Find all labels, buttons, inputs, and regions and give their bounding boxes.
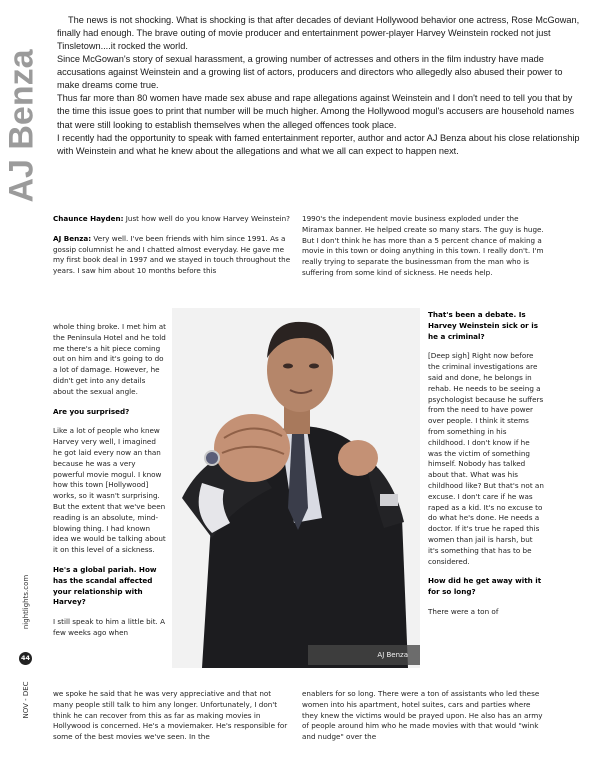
portrait-illustration	[172, 308, 420, 668]
side-title	[2, 18, 42, 233]
question-4: That's been a debate. Is Harvey Weinstein sick or is he a criminal?	[428, 310, 538, 341]
question-3: He's a global pariah. How has the scandal affected your relationship with Harvey?	[53, 564, 157, 607]
column-2-narrow	[428, 310, 545, 618]
column-2-bottom	[302, 689, 545, 743]
question-2: Are you surprised?	[53, 406, 130, 416]
question-5: How did he get away with it for so long?	[428, 576, 542, 597]
question-1	[53, 214, 293, 225]
page-number: 44	[19, 652, 32, 665]
interviewee-name: AJ Benza:	[53, 233, 92, 243]
interviewer-name: Chaunce Hayden:	[53, 214, 124, 223]
page-folio	[18, 560, 34, 760]
answer-1-cont: whole thing broke. I met him at the Peninsula Hotel and he told me there's a hit piece coming out on him and it's going to do a lot of damage. However, he didn't get into any details about the sexual angle.	[53, 322, 166, 396]
answer-4: [Deep sigh] Right now before the criminal investigations are said and done, he belongs in rehab. He needs to be seeing a psychologist because he suffers from the need to have power over people. I think it stems from something in his childhood. I don't know if he was the victim of something himself. Nobody has talked about that. What was his childhood like? But that's not an excuse. I don't care if he was raped as a kid. It's no excuse to do what he's done. He needs a doctor. If it's true he raped this women than jail is harsh, but it's something that has to be considered.	[428, 351, 544, 566]
question-text: Just how well do you know Harvey Weinstein?	[125, 214, 290, 223]
photo-caption: AJ Benza	[308, 645, 420, 665]
answer-text: Very well. I've been friends with him since 1991. As a gossip columnist he and I chatted almost everyday. He gave me my first book deal in 1997 and we stayed in touch throughout the years. I saw him about 10 months before this	[53, 233, 291, 276]
column-1-narrow	[53, 322, 166, 639]
intro-paragraph: Since McGowan's story of sexual harassment, a growing number of actresses and others in the film industry have made accusations against Weinstein and a growing list of actors, producers and directors who allegedly also abused their power to make dreams come true.	[57, 54, 563, 91]
answer-5-top: There were a ton of	[428, 606, 499, 616]
portrait-photo	[172, 308, 420, 668]
issue-date: NOV - DEC	[22, 681, 30, 719]
intro-text	[57, 14, 585, 158]
intro-paragraph: I recently had the opportunity to speak with famed entertainment reporter, author and actor AJ Benza about his close relationship with Weinstein and what he knew about the allegations and what we all can expect to happen next.	[57, 132, 580, 156]
answer-3-cont: we spoke he said that he was very appreciative and that not many people still talk to him any longer. Unfortunately, I don't think he can recover from this as far as making movies in Hollywood is concerned. He's a moviemaker. He's responsible for some of the best movies we've seen. In the	[53, 689, 288, 742]
column-1-top	[53, 214, 293, 277]
website-text: nightlights.com	[22, 574, 30, 630]
answer-3-top: I still speak to him a little bit. A few weeks ago when	[53, 617, 166, 637]
column-1-bottom	[53, 689, 293, 743]
answer-5-cont: enablers for so long. There were a ton of assistants who led these women into his apartment, hotel suites, cars and parties where they knew the victims would be prayed upon. He also has an army of people around him who he made movies with that would "wink and nudge" over the	[302, 689, 543, 742]
answer-1-top	[53, 234, 293, 277]
side-title-text: AJ Benza	[2, 49, 41, 203]
column-2-top	[302, 214, 545, 279]
intro-paragraph: Thus far more than 80 women have made sex abuse and rape allegations against Weinstein and I don't need to tell you that by the time this issue goes to print that number will be much higher. Among the Hollywood mogul's accusers are household names that were still looking to establish themselves when the alleged offences took place.	[57, 93, 575, 130]
intro-paragraph: The news is not shocking. What is shocking is that after decades of deviant Hollywood behavior one actress, Rose McGowan, finally had enough. The brave outing of movie producer and entertainment power-player Harvey Weinstein rocked not just Tinsletown....it rocked the world.	[57, 15, 580, 52]
answer-2: Like a lot of people who knew Harvey very well, I imagined he got laid every now an than because he was a very powerful movie mogul. I know how this town [Hollywood] works, so it wasn't surprising. But the extent that we've been reading is an absolute, mind-blowing thing. I had known idea we would be talking about it on this level of a sickness.	[53, 426, 166, 555]
answer-1-end: 1990's the independent movie business exploded under the Miramax banner. He helped create so many stars. The guy is huge. But I don't think he has more than a 5 percent chance of making a movie in this town or doing anything in this town. I really don't. I'm really trying to separate the businessman from the man who is suffering from some kind of sickness. He needs help.	[302, 214, 544, 277]
